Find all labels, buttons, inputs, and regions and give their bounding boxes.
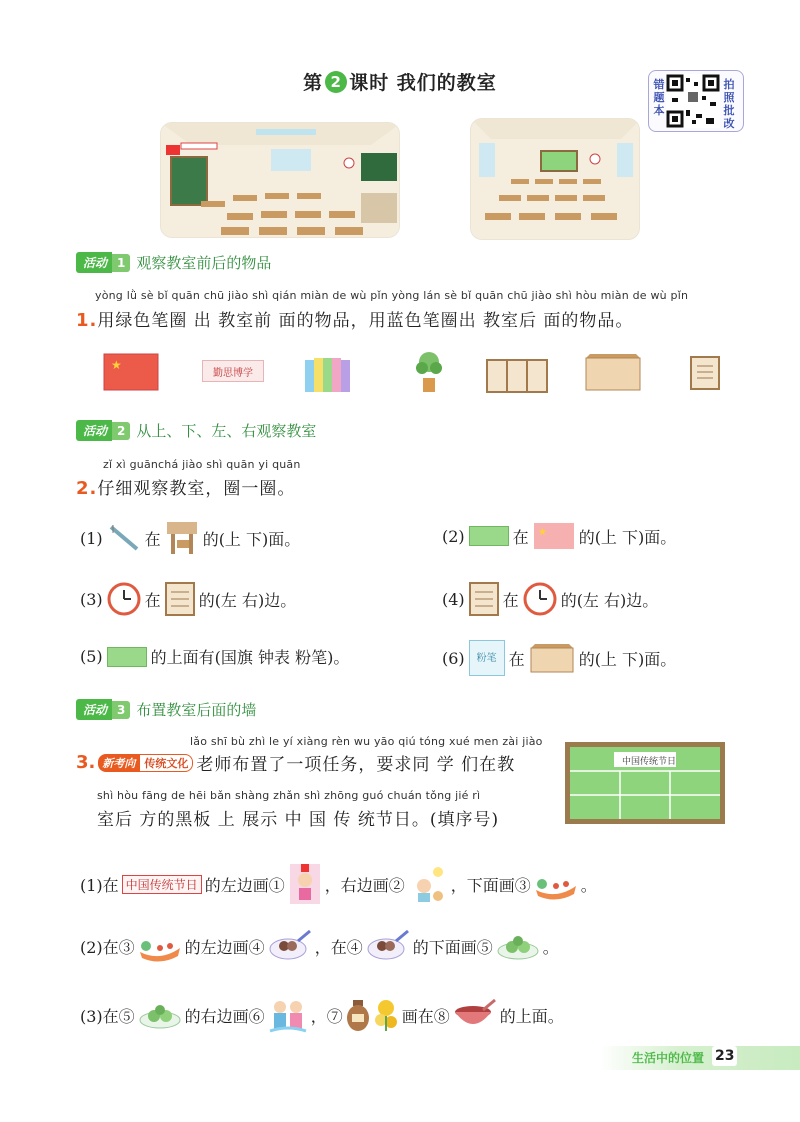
- culture-tag-label: 传统文化: [139, 754, 193, 772]
- q3-sub-2: [80, 928, 559, 964]
- item-mid: 在: [508, 649, 525, 669]
- q2-item-5: [80, 645, 349, 668]
- sub-text: (2)在③: [80, 937, 135, 957]
- activity-number: 3: [112, 701, 130, 719]
- sub-text: 的右边画⑥: [184, 1006, 265, 1026]
- sub-text: 。: [580, 875, 597, 895]
- board-title: 中国传统节日: [622, 757, 677, 767]
- item-label: (3): [80, 589, 103, 609]
- girl-with-lantern-icon[interactable]: [288, 862, 322, 906]
- sub-text: ，⑦: [310, 1006, 343, 1026]
- chalk-box-icon[interactable]: [469, 640, 505, 676]
- motto-text: 勤思博学: [213, 368, 253, 379]
- svg-text:★: ★: [111, 358, 122, 372]
- green-dumplings-plate-icon[interactable]: [496, 931, 540, 961]
- question-number: 1.: [76, 310, 98, 331]
- activity-tag: 活动: [76, 420, 112, 441]
- classroom-back-illustration: [470, 118, 640, 240]
- q2-pinyin: zǐ xì guānchá jiào shì quān yi quān: [103, 458, 301, 471]
- rice-dumpling-bowl-icon[interactable]: [366, 929, 410, 963]
- page-number: 23: [712, 1046, 737, 1066]
- festival-board: [565, 742, 725, 824]
- item-end: 的(左 右)边。: [560, 590, 659, 610]
- question-number: 3.: [76, 752, 96, 773]
- potted-plant-icon[interactable]: [414, 350, 444, 394]
- item-end: 的(上 下)面。: [202, 529, 301, 549]
- q2-item-2: [442, 522, 676, 550]
- dragon-boat-icon[interactable]: [534, 866, 578, 902]
- new-trend-tag: [98, 754, 193, 772]
- q2-text: 仔细观察教室，圈一圈。: [97, 479, 296, 499]
- item-label: (6): [442, 648, 465, 668]
- item-end: 的上面有(国旗 钟表 粉笔)。: [150, 648, 350, 667]
- notice-frame-icon[interactable]: [469, 582, 499, 616]
- item-label: (5): [80, 647, 103, 666]
- q3-text-line2: 室后 方的黑板 上 展示 中 国 传 统节日。(填序号): [97, 810, 500, 830]
- national-flag-icon[interactable]: [103, 353, 159, 391]
- activity-number: 2: [112, 422, 130, 440]
- chalk-box-label: 粉笔: [476, 653, 497, 664]
- activity-title: 观察教室前后的物品: [136, 254, 272, 272]
- q3-text-line1: 老师布置了一项任务，要求同 学 们在教: [196, 755, 516, 775]
- sub-text: 的下面画⑤: [412, 937, 493, 957]
- sub-text: 的左边画④: [184, 937, 265, 957]
- item-mid: 在: [512, 527, 529, 547]
- teacher-desk-icon[interactable]: [529, 642, 575, 674]
- q2-item-3: [80, 582, 296, 616]
- q1-text: 用绿色笔圈 出 教室前 面的物品，用蓝色笔圈出 教室后 面的物品。: [97, 311, 634, 331]
- item-mid: 在: [144, 529, 161, 549]
- sub-text: 的上面。: [499, 1006, 564, 1026]
- dragon-boat-icon[interactable]: [138, 928, 182, 964]
- activity-number: 1: [112, 254, 130, 272]
- activity-tag: 活动: [76, 252, 112, 273]
- q1-pinyin: yòng lǜ sè bǐ quān chū jiào shì qián miàn de wù pǐn yòng lán sè bǐ quān chū jiào shì hòu miàn de wù pǐn: [95, 289, 689, 302]
- sub-text: 的左边画①: [204, 875, 285, 895]
- teacher-desk-icon[interactable]: [584, 352, 642, 392]
- sub-text: 画在⑧: [401, 1006, 450, 1026]
- classroom-front-drawing: [161, 123, 400, 238]
- q3-pinyin-line1: lǎo shī bù zhì le yí xiàng rèn wu yāo qiú tóng xué men zài jiào: [190, 735, 543, 748]
- flag-icon[interactable]: [533, 522, 575, 550]
- books-icon[interactable]: [303, 352, 353, 394]
- sub-text: (1)在: [80, 875, 119, 895]
- motto-frame[interactable]: [202, 360, 264, 382]
- item-end: 的(上 下)面。: [578, 527, 677, 547]
- item-label: (1): [80, 528, 103, 548]
- qr-code-icon[interactable]: [666, 74, 720, 128]
- blackboard-swatch[interactable]: [107, 647, 147, 667]
- q2-item-6: [442, 640, 676, 676]
- q1-line: [76, 306, 633, 331]
- ceiling-lamp-icon[interactable]: [107, 523, 141, 553]
- cabinet-icon[interactable]: [486, 356, 548, 394]
- sub-text: ，在④: [314, 937, 363, 957]
- q3-line1: [76, 750, 515, 775]
- activity-title: 从上、下、左、右观察教室: [136, 422, 317, 440]
- rice-dumpling-bowl-icon[interactable]: [268, 929, 312, 963]
- activity-tag: 活动: [76, 699, 112, 720]
- clock-icon[interactable]: [523, 582, 557, 616]
- item-mid: 在: [144, 590, 161, 610]
- activity-1-header: [76, 252, 271, 273]
- q2-item-1: [80, 520, 300, 556]
- chrysanthemum-icon[interactable]: [373, 998, 399, 1032]
- notice-frame-icon[interactable]: [165, 582, 195, 616]
- item-label: (4): [442, 589, 465, 609]
- blackboard-swatch[interactable]: [469, 526, 509, 546]
- q2-item-4: [442, 582, 658, 616]
- question-number: 2.: [76, 478, 98, 499]
- lesson-number-badge: 2: [325, 71, 347, 93]
- boy-with-moon-icon[interactable]: [408, 864, 448, 904]
- new-tag-label: 新考向: [98, 754, 139, 772]
- svg-text:★: ★: [537, 527, 547, 538]
- classroom-front-illustration: [160, 122, 400, 238]
- item-end: 的(左 右)边。: [198, 590, 297, 610]
- sub-text: ，下面画③: [450, 875, 531, 895]
- sub-text: (3)在⑤: [80, 1006, 135, 1026]
- item-label: (2): [442, 526, 465, 546]
- q3-pinyin-line2: shì hòu fāng de hēi bǎn shàng zhǎn shì zhōng guó chuán tǒng jié rì: [97, 789, 481, 802]
- sub-text: 。: [542, 937, 559, 957]
- sub-text: ，右边画②: [324, 875, 405, 895]
- wine-jar-icon[interactable]: [346, 998, 370, 1032]
- laba-porridge-bowl-icon[interactable]: [453, 998, 497, 1032]
- activity-3-header: [76, 699, 256, 720]
- green-dumplings-plate-icon[interactable]: [138, 1000, 182, 1030]
- notice-frame-icon[interactable]: [690, 356, 720, 390]
- clock-icon[interactable]: [107, 582, 141, 616]
- classroom-back-drawing: [471, 119, 640, 240]
- footer-section-title: 生活中的位置: [632, 1051, 705, 1065]
- festival-banner: 中国传统节日: [122, 875, 202, 894]
- cowherd-weaver-icon[interactable]: [268, 995, 308, 1035]
- title-suffix: 课时 我们的教室: [349, 72, 497, 94]
- qr-right-label: 拍照批改: [723, 78, 735, 130]
- title-prefix: 第: [303, 72, 324, 94]
- activity-title: 布置教室后面的墙: [136, 701, 257, 719]
- activity-2-header: [76, 420, 316, 441]
- desk-chair-icon[interactable]: [165, 520, 199, 556]
- qr-left-label: 错题本: [653, 78, 665, 117]
- item-mid: 在: [502, 590, 519, 610]
- item-end: 的(上 下)面。: [578, 649, 677, 669]
- q3-sub-3: [80, 995, 564, 1035]
- q3-sub-1: [80, 862, 597, 906]
- q2-line: [76, 474, 295, 499]
